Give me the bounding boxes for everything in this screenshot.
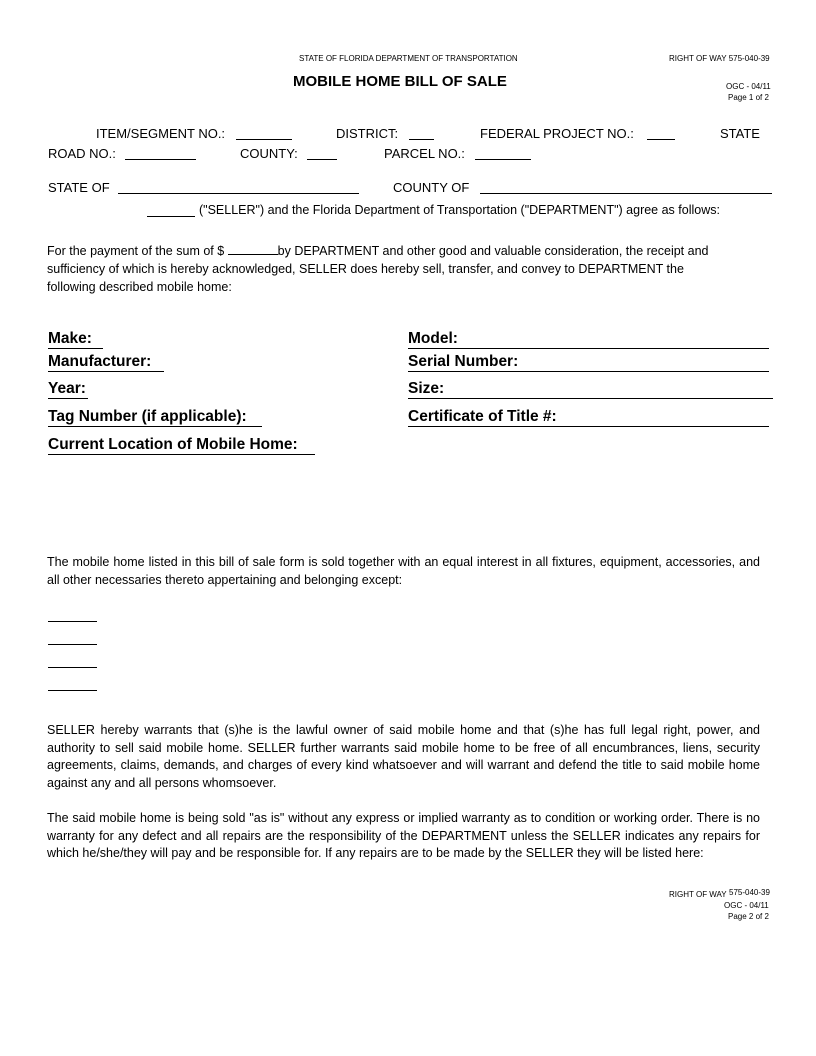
payment-line-1 bbox=[47, 243, 709, 261]
federal-project-blank[interactable] bbox=[647, 139, 675, 140]
footer-form-label: RIGHT OF WAY bbox=[669, 890, 727, 899]
district-label: DISTRICT: bbox=[336, 126, 399, 141]
footer-form-number: 575-040-39 bbox=[729, 888, 770, 897]
payment-pre-text: For the payment of the sum of $ bbox=[47, 244, 225, 258]
as-is-paragraph: The said mobile home is being sold "as is" without any express or implied warranty as to condition or working order. There is no warranty for any defect and all repairs are the responsibility of the DEPARTMENT unless the SELLER indicates any repairs for which he/she/they will pay and be responsible for. If any repairs are to be made by the SELLER they will be listed here: bbox=[47, 811, 760, 861]
county-blank[interactable] bbox=[307, 159, 337, 160]
federal-project-label: FEDERAL PROJECT NO.: bbox=[480, 126, 634, 141]
county-of-label: COUNTY OF bbox=[393, 180, 470, 195]
payment-line-3: following described mobile home: bbox=[47, 280, 232, 294]
payment-post-text: by DEPARTMENT and other good and valuable consideration, the receipt and bbox=[277, 244, 709, 258]
model-label: Model: bbox=[408, 330, 458, 347]
page-number: Page 1 of 2 bbox=[728, 93, 769, 102]
tag-number-field[interactable] bbox=[48, 408, 262, 427]
current-location-label: Current Location of Mobile Home: bbox=[48, 436, 298, 453]
footer-revision: OGC - 04/11 bbox=[724, 901, 769, 910]
revision-code: OGC - 04/11 bbox=[726, 82, 771, 91]
county-of-blank[interactable] bbox=[480, 193, 772, 194]
certificate-of-title-field[interactable] bbox=[408, 408, 769, 427]
payment-amount-blank[interactable] bbox=[228, 243, 278, 255]
agreement-text: ("SELLER") and the Florida Department of Transportation ("DEPARTMENT") agree as follows: bbox=[199, 203, 720, 217]
serial-number-label: Serial Number: bbox=[408, 353, 519, 370]
year-field[interactable] bbox=[48, 380, 88, 399]
state-road-label-part1: STATE bbox=[720, 126, 760, 141]
parcel-blank[interactable] bbox=[475, 159, 531, 160]
footer-page-number: Page 2 of 2 bbox=[728, 912, 769, 921]
item-segment-label: ITEM/SEGMENT NO.: bbox=[96, 126, 226, 141]
make-label: Make: bbox=[48, 330, 92, 347]
serial-number-field[interactable] bbox=[408, 353, 769, 372]
exception-blank-2[interactable] bbox=[48, 644, 97, 645]
current-location-field[interactable] bbox=[48, 436, 315, 455]
agency-name: STATE OF FLORIDA DEPARTMENT OF TRANSPORTATION bbox=[299, 54, 518, 63]
fixtures-paragraph: The mobile home listed in this bill of sale form is sold together with an equal interest in all fixtures, equipment, accessories, and all other necessaries thereto appertaining and belonging except: bbox=[47, 555, 760, 587]
exception-blank-1[interactable] bbox=[48, 621, 97, 622]
form-number: RIGHT OF WAY 575-040-39 bbox=[669, 54, 770, 63]
parcel-label: PARCEL NO.: bbox=[384, 146, 465, 161]
seller-name-blank[interactable] bbox=[147, 216, 195, 217]
certificate-of-title-label: Certificate of Title #: bbox=[408, 408, 557, 425]
district-blank[interactable] bbox=[409, 139, 434, 140]
size-field[interactable] bbox=[408, 380, 773, 399]
state-road-label-part2: ROAD NO.: bbox=[48, 146, 116, 161]
county-label: COUNTY: bbox=[240, 146, 298, 161]
make-field[interactable] bbox=[48, 330, 103, 349]
item-segment-blank[interactable] bbox=[236, 139, 292, 140]
warranty-paragraph: SELLER hereby warrants that (s)he is the lawful owner of said mobile home and that (s)he has full legal right, power, and authority to sell said mobile home. SELLER further warrants said mobile home to be free of all encumbrances, liens, security agreements, claims, demands, and charges of every kind whatsoever and will warrant and defend the title to said mobile home against any and all persons whomsoever. bbox=[47, 723, 760, 790]
exception-blank-4[interactable] bbox=[48, 690, 97, 691]
model-field[interactable] bbox=[408, 330, 769, 349]
state-road-blank[interactable] bbox=[125, 159, 196, 160]
payment-line-2: sufficiency of which is hereby acknowledged, SELLER does hereby sell, transfer, and convey to DEPARTMENT the bbox=[47, 262, 684, 276]
year-label: Year: bbox=[48, 380, 86, 397]
manufacturer-field[interactable] bbox=[48, 353, 164, 372]
document-title: MOBILE HOME BILL OF SALE bbox=[293, 73, 507, 90]
tag-number-label: Tag Number (if applicable): bbox=[48, 408, 247, 425]
state-of-blank[interactable] bbox=[118, 193, 359, 194]
state-of-label: STATE OF bbox=[48, 180, 110, 195]
exception-blank-3[interactable] bbox=[48, 667, 97, 668]
size-label: Size: bbox=[408, 380, 445, 397]
manufacturer-label: Manufacturer: bbox=[48, 353, 152, 370]
